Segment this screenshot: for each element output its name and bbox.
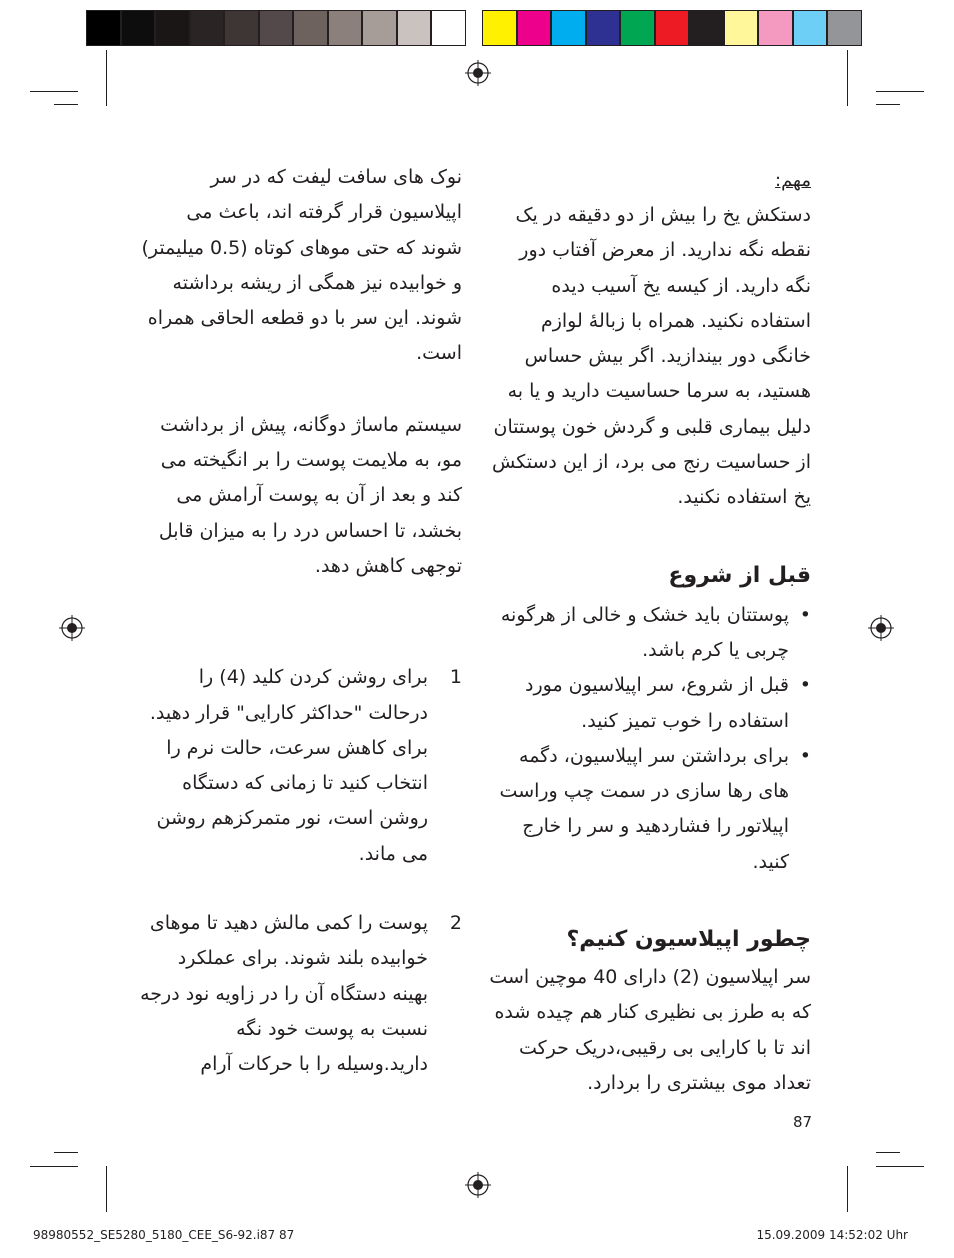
color-swatch — [362, 10, 397, 46]
step-text: برای روشن کردن کلید (4) را درحالت "حداکثر کارایی" قرار دهید. برای کاهش سرعت، حالت نرم را انتخاب کنید تا زمانی که دستگاه روشن است، نور متمرکزهم روشن می ماند. — [149, 666, 428, 865]
crop-mark — [30, 1166, 78, 1167]
step-number: 1 — [449, 666, 462, 689]
registration-mark-icon — [465, 60, 491, 86]
color-swatch — [689, 10, 724, 46]
before-start-list — [488, 598, 811, 880]
crop-mark — [847, 1166, 848, 1212]
grayscale-color-bar — [86, 10, 466, 46]
registration-mark-icon — [868, 615, 894, 641]
list-item: • قبل از شروع، سر اپیلاسیون مورد استفاده را خوب تمیز کنید. — [488, 668, 811, 739]
color-swatch — [86, 10, 121, 46]
color-swatch — [259, 10, 294, 46]
crop-mark — [106, 50, 107, 106]
list-item: • پوستتان باید خشک و خالی از هرگونه چربی یا کرم باشد. — [488, 598, 811, 669]
color-swatch — [655, 10, 690, 46]
color-swatch — [517, 10, 552, 46]
step-number: 2 — [449, 912, 462, 935]
step-2 — [140, 906, 462, 1082]
list-item: • برای برداشتن سر اپیلاسیون، دگمه های رها سازی در سمت چپ وراست اپیلاتور را فشاردهید و سر را خارج کنید. — [488, 739, 811, 880]
color-swatch — [758, 10, 793, 46]
before-start-heading: قبل از شروع — [668, 562, 811, 588]
how-to-heading: چطور اپیلاسیون کنیم؟ — [566, 927, 811, 953]
color-swatch — [190, 10, 225, 46]
important-label: مهم: — [775, 170, 811, 191]
page-number: 87 — [793, 1113, 813, 1131]
crop-mark — [54, 1152, 78, 1153]
footer-file-info: 98980552_SE5280_5180_CEE_S6-92.i87 87 — [33, 1228, 295, 1242]
color-swatch — [224, 10, 259, 46]
color-swatch — [328, 10, 363, 46]
step-text: پوست را کمی مالش دهید تا موهای خوابیده بلند شوند. برای عملکرد بهینه دستگاه آن را در زاویه نود درجه نسبت به پوست خود نگه دارید.وسیله را با حرکات آرام — [140, 912, 428, 1076]
crop-mark — [876, 1152, 900, 1153]
crop-mark — [106, 1166, 107, 1212]
color-swatch — [155, 10, 190, 46]
crop-mark — [876, 91, 924, 92]
color-swatch — [551, 10, 586, 46]
color-swatch — [724, 10, 759, 46]
color-swatch — [827, 10, 862, 46]
registration-mark-icon — [59, 615, 85, 641]
soft-lift-paragraph: نوک های سافت لیفت که در سر اپیلاسیون قرار گرفته اند، باعث می شوند که حتی موهای کوتاه (0.5 میلیمتر) و خوابیده نیز همگی از ریشه برداشته شوند. این سر با دو قطعه الحاقی همراه است. — [141, 166, 462, 365]
step-1 — [140, 660, 462, 872]
process-color-bar — [482, 10, 862, 46]
footer-timestamp: 15.09.2009 14:52:02 Uhr — [756, 1228, 908, 1242]
color-swatch — [431, 10, 466, 46]
left-column — [140, 160, 462, 1083]
massage-system-paragraph: سیستم ماساژ دوگانه، پیش از برداشت مو، به ملایمت پوست را بر انگیخته می کند و بعد از آن به پوست آرامش می بخشد، تا احساس درد را به میزان قابل توجهی کاهش دهد. — [158, 413, 462, 577]
crop-mark — [876, 1166, 924, 1167]
color-swatch — [793, 10, 828, 46]
color-swatch — [586, 10, 621, 46]
color-swatch — [397, 10, 432, 46]
important-text: دستکش یخ را بیش از دو دقیقه در یک نقطه نگه ندارید. از معرض آفتاب دور نگه دارید. از کیسه یخ آسیب دیده استفاده نکنید. همراه با زبالهٔ لوازم خانگی دور بیندازید. اگر بیش حساس هستید، به سرما حساسیت دارید و یا به دلیل بیماری قلبی و گردش خون پوستتان از حساسیت رنج می برد، از این دستکش یخ استفاده نکنید. — [492, 204, 811, 509]
color-swatch — [293, 10, 328, 46]
color-swatch — [121, 10, 156, 46]
right-column — [488, 164, 811, 1101]
crop-mark — [876, 104, 900, 105]
how-to-text: سر اپیلاسیون (2) دارای 40 موچین است که به طرز بی نظیری کنار هم چیده شده اند تا با کارایی بی رقیبی،دریک حرکت تعداد موی بیشتری را بردارد. — [489, 966, 811, 1094]
color-swatch — [620, 10, 655, 46]
registration-mark-icon — [465, 1172, 491, 1198]
crop-mark — [54, 104, 78, 105]
color-swatch — [482, 10, 517, 46]
crop-mark — [30, 91, 78, 92]
crop-mark — [847, 50, 848, 106]
